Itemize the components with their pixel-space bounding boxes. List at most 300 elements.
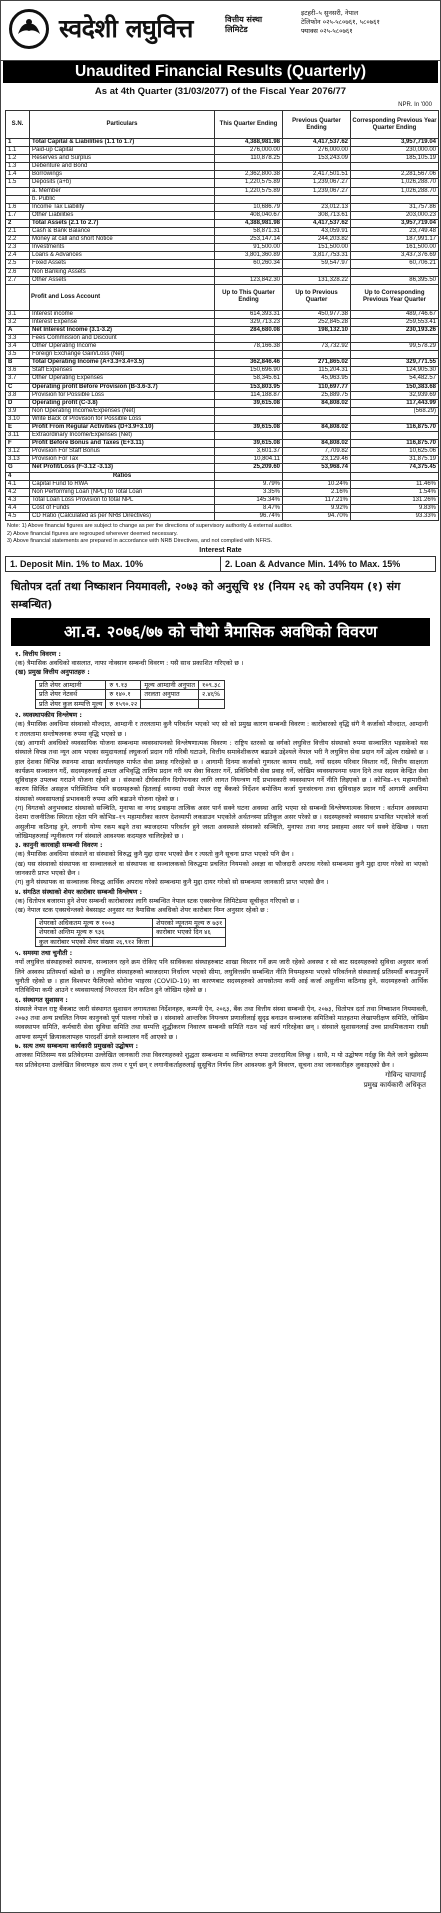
key-ratio-table (35, 680, 225, 710)
row-corresponding-year: 3,957,719.04 (351, 139, 439, 147)
row-particular: Operating profit (C-3.8) (30, 399, 215, 407)
row-this-quarter: 110,878.25 (215, 155, 283, 163)
row-sn: 3.5 (6, 351, 30, 359)
row-previous-quarter: 10.24% (283, 480, 351, 488)
row-sn: 3.3 (6, 334, 30, 342)
row-previous-quarter: 151,500.00 (283, 244, 351, 252)
row-particular: Foreign Exchange Gain/Loss (Net) (30, 351, 215, 359)
row-this-quarter: 253,147.14 (215, 236, 283, 244)
row-sn: 1.6 (6, 203, 30, 211)
row-this-quarter: 284,680.08 (215, 326, 283, 334)
row-previous-quarter: 117.21% (283, 496, 351, 504)
row-previous-quarter: 131,328.22 (283, 276, 351, 284)
table-row (6, 415, 439, 423)
table-row (6, 211, 439, 219)
table-row (6, 448, 439, 456)
table-row (6, 504, 439, 512)
row-previous-quarter: 198,132.10 (283, 326, 351, 334)
row-sn: 2.5 (6, 260, 30, 268)
row-sn: 3.4 (6, 343, 30, 351)
table-row (6, 359, 439, 367)
row-sn: B (6, 359, 30, 367)
row-sn (6, 195, 30, 203)
row-previous-quarter: 244,203.82 (283, 236, 351, 244)
row-particular: Net Profit/Loss (F-3.12 -3.13) (30, 464, 215, 472)
row-sn: 3.12 (6, 448, 30, 456)
row-previous-quarter: 9.92% (283, 504, 351, 512)
table-row (6, 139, 439, 147)
row-particular: Cash & Bank Balance (30, 228, 215, 236)
row-particular: Net Interest Income (3.1-3.2) (30, 326, 215, 334)
hands-logo-icon (14, 14, 44, 44)
table-row (6, 513, 439, 521)
row-corresponding-year (351, 415, 439, 423)
row-corresponding-year: 116,875.70 (351, 424, 439, 432)
row-previous-quarter: 153,243.09 (283, 155, 351, 163)
section-6-body: संस्थाले नेपाल राष्ट्र बैंकबाट जारी संस्थागत सुशासन लगायतका निर्देशनहरु, कम्पनी ऐन, २०६३, बैंक तथा वित्तीय संस्था सम्बन्धी ऐन, २०७३, धितोपत्र दर्ता तथा निष्काशन नियमावली, २०७३ तथा अन्य प्रचलित नियम कानुनको पूर्ण पालना गरेको छ । संस्थाको आन्तरिक नियन्त्रण प्रणालीलाई सुदृढ बनाउन सञ्चालक समितिको मातहतमा लेखापरीक्षण समिति, जोखिम व्यवस्थापन समिति, कर्मचारी सेवा सुविधा समिति तथा सम्पत्ति शुद्धीकरण निवारण सम्बन्धी समिति गठन भई कार्य गरिरहेका छन् । संस्थाले सुशासनलाई उच्च प्राथमिकतामा राखी आफ्ना सम्पूर्ण क्रियाकलापहरु पारदर्शी ढंगले सञ्चालन गर्दै आएको छ । (15, 1004, 428, 1041)
row-particular: Total Capital & Liabilities (1.1 to 1.7) (30, 139, 215, 147)
row-particular: Operating profit Before Provision (B-3.6-3.7) (30, 383, 215, 391)
key-ratio-row (36, 680, 225, 690)
col-this-quarter: This Quarter Ending (215, 111, 283, 139)
table-row (6, 276, 439, 284)
row-this-quarter: 39,615.08 (215, 424, 283, 432)
row-this-quarter: 4,388,981.98 (215, 219, 283, 227)
row-particular: Paid-up Capital (30, 147, 215, 155)
row-corresponding-year: 230,000.00 (351, 147, 439, 155)
table-row (6, 171, 439, 179)
note-2: 2) Above financial figures are regrouped wherever deemed necessary. (7, 530, 178, 537)
row-corresponding-year (351, 334, 439, 342)
row-corresponding-year: 32,939.69 (351, 391, 439, 399)
table-row (6, 440, 439, 448)
row-sn: 3.11 (6, 432, 30, 440)
row-previous-quarter: 23,129.46 (283, 456, 351, 464)
row-particular: Non Banking Assets (30, 268, 215, 276)
row-corresponding-year: 2,281,567.06 (351, 171, 439, 179)
table-row (6, 391, 439, 399)
row-corresponding-year: 203,000.23 (351, 211, 439, 219)
key-ratio-cell (141, 699, 199, 709)
loan-rate: 2. Loan & Advance Min. 14% to Max. 15% (220, 557, 435, 571)
row-previous-quarter: 84,808.02 (283, 399, 351, 407)
row-this-quarter: 96.74% (215, 513, 283, 521)
row-sn: 1.7 (6, 211, 30, 219)
table-row (6, 480, 439, 488)
row-this-quarter: 329,713.23 (215, 318, 283, 326)
row-particular: Other Liabilities (30, 211, 215, 219)
share-trade-cell: शेयरको अधिकतम मूल्य रु १००३ (36, 918, 153, 928)
section-1a: (क) त्रैमासिक अवधिको वासलात, नाफा नोक्सान सम्बन्धी विवरण : यसै साथ प्रकाशित गरिएको छ । (15, 658, 244, 667)
row-sn: 3.7 (6, 375, 30, 383)
row-corresponding-year (351, 351, 439, 359)
header (1, 1, 440, 61)
table-row (6, 147, 439, 155)
pl-this-quarter: Up to This Quarter Ending (215, 284, 283, 310)
row-this-quarter: 58,345.61 (215, 375, 283, 383)
row-this-quarter: 8.47% (215, 504, 283, 512)
row-particular: Extraordinary Income/Expenses (Net) (30, 432, 215, 440)
fax-line: फ्याक्स ०२५-५८०७६१ (301, 27, 353, 35)
table-row (6, 432, 439, 440)
table-row (6, 351, 439, 359)
row-corresponding-year: 230,193.26 (351, 326, 439, 334)
table-row (6, 424, 439, 432)
section-2a: (क) त्रैमासिक अवधिमा संस्थाको मौज्दात, आम्दानी र तरलतामा कुनै परिवर्तन भएको भए सो को प्रमुख कारण सम्बन्धी विवरण : कारोबारको वृद्धि संगै नै कर्जाको मौज्दात, आम्दानी र तरलतामा सन्तोषजनक रुपमा वृद्धि भएको छ । (15, 720, 428, 738)
row-corresponding-year: 3,957,719.04 (351, 219, 439, 227)
key-ratio-cell: रु १५९०.२२ (106, 699, 141, 709)
row-particular: Total Loan Loss Provision to total NPL (30, 496, 215, 504)
section-financial (15, 650, 428, 1070)
row-this-quarter (215, 334, 283, 342)
row-this-quarter (215, 195, 283, 203)
row-this-quarter (215, 407, 283, 415)
row-this-quarter: 58,871.31 (215, 228, 283, 236)
note-1: Note: 1) Above financial figures are subject to change as per the directions of supervisory authority & external auditor. (7, 523, 293, 530)
row-sn: 3.9 (6, 407, 30, 415)
pl-title: Profit and Loss Account (30, 284, 215, 310)
key-ratio-cell: १०९.३८ (199, 680, 225, 690)
table-row (6, 195, 439, 203)
table-row (6, 367, 439, 375)
col-previous-quarter: Previous Quarter Ending (283, 111, 351, 139)
table-row (6, 203, 439, 211)
row-sn: C (6, 383, 30, 391)
section-5-body: नयाँ लघुवित्त संस्थाहरुको स्थापना, सञ्चालन रहने क्रम रोकिए पनि साविकका संस्थाहरुबाट शाखा विस्तार गर्ने क्रम जारी रहेको अवस्था र सो बाट सदस्यहरुको सुविधा अनुसार कर्जा लिने अस्वस्थ प्रतिस्पर्धा बढेको छ । लघुवित्त संस्थाहरुको ब्याजदरमा निर्धारण भएको सीमा, लघुवित्तसँग सम्बन्धित नीति नियमहरुमा भएको परिवर्तनले संस्थालाई प्रतिस्पर्धी बनाउनुपर्ने चुनौती रहेको छ । हाल विश्वभर फैलिएको कोरोना भाइरस (COVID-19) का कारणबाट सदस्यहरुको आयस्रोतमा कमी आई कर्जा असुलीमा कठिनाइ हुने, सदस्यहरुको आर्थिक गतिविधिमा कमी आउने र व्यवसायलाई निरन्तरता दिन कठिन हुने जोखिम रहेको छ । (15, 958, 428, 995)
col-particulars: Particulars (30, 111, 215, 139)
row-this-quarter: 362,846.46 (215, 359, 283, 367)
row-particular: Income Tax Liability (30, 203, 215, 211)
section-7-body: आजका मितिसम्म यस प्रतिवेदनमा उल्लेखित जानकारी तथा विवरणहरुको शुद्धता सम्बन्धमा म व्यक्तिगत रुपमा उत्तरदायित्व लिन्छु । साथै, म यो उद्घोषण गर्दछु कि मैले जाने बुझेसम्म यस प्रतिवेदनमा उल्लेखित विवरणहरु सत्य तथ्य र पूर्ण छन् र लगानीकर्ताहरुलाई सुसूचित निर्णय लिन आवश्यक कुनै विवरण, सूचना तथा जानकारीहरु लुकाइएको छैन । (15, 1051, 428, 1069)
report-title: Unaudited Financial Results (Quarterly) (3, 61, 438, 83)
row-previous-quarter (283, 268, 351, 276)
row-particular: a. Member (30, 187, 215, 195)
table-row (6, 399, 439, 407)
row-previous-quarter: 1,239,067.27 (283, 179, 351, 187)
signature-block (1, 1070, 426, 1090)
table-row (6, 236, 439, 244)
table-row (6, 244, 439, 252)
section-6-heading: ६. संस्थागत सुशासन : (15, 995, 68, 1004)
row-corresponding-year: 185,105.19 (351, 155, 439, 163)
row-this-quarter (215, 268, 283, 276)
row-this-quarter: 145.34% (215, 496, 283, 504)
row-corresponding-year: 1,026,288.70 (351, 179, 439, 187)
row-sn: 3.8 (6, 391, 30, 399)
row-previous-quarter: 2,417,501.51 (283, 171, 351, 179)
row-previous-quarter: 45,963.95 (283, 375, 351, 383)
table-row (6, 187, 439, 195)
table-row (6, 383, 439, 391)
row-previous-quarter: 84,808.02 (283, 440, 351, 448)
row-particular: Other Operating Income (30, 343, 215, 351)
row-previous-quarter: 450,977.38 (283, 310, 351, 318)
row-previous-quarter (283, 432, 351, 440)
row-corresponding-year: 1,026,288.70 (351, 187, 439, 195)
row-sn: 2 (6, 219, 30, 227)
section-2c: (ग) विगतको अनुभवबाट संस्थाको सञ्चिति, मुनाफा वा नगद प्रवाहमा तात्विक असर पार्न सक्ने घटना अवस्था आदि भएमा सो सम्बन्धी विश्लेषणात्मक विवरण : वर्तमान अवस्थामा देशमा राजनीतिक स्थिरता रहेता पनि कोभिड–१९ महामारीका कारण देशव्यापी लकडाउन भएकोले अर्थतन्त्रमा प्रतिकूल असर परेको छ । सदस्यहरुको व्यवसाय प्रभावित भएकोले कर्जा असुलीमा कठिनाइ हुने, लगानी योग्य रकम बढ्ने तथा ब्याजदरमा परिवर्तन हुने जस्ता अवस्थाले संस्थाको सञ्चिति, मुनाफा तथा नगद प्रवाहमा असर पर्न सक्ने देखिन्छ । यस्ता जोखिमहरुलाई न्यूनीकरण गर्न संस्थाले आवश्यक कदमहरु चालिरहेको छ । (15, 803, 428, 840)
key-ratio-cell: प्रति शेयर नेटवर्थ (36, 690, 106, 700)
row-particular: Profit Before Bonus and Taxes (E+3.11) (30, 440, 215, 448)
row-particular: Total Operating Income (A+3.3+3.4+3.5) (30, 359, 215, 367)
row-corresponding-year: 116,875.70 (351, 440, 439, 448)
row-previous-quarter: 84,808.02 (283, 424, 351, 432)
section-3c: (ग) कुनै संस्थापक वा सञ्चालक विरुद्ध आर्थिक अपराध गरेको सम्बन्धमा कुनै मुद्दा दायर गरेको सो सम्बन्धमा जानकारी प्राप्त भएको छैन । (15, 878, 329, 887)
note-3: 3) Above financial statements are prepared in accordance with NRB Directives, and not complied with NFRS. (7, 538, 273, 545)
key-ratio-row (36, 690, 225, 700)
row-particular: Total Assets (2.1 to 2.7) (30, 219, 215, 227)
share-trade-cell: शेयरको अन्तिम मूल्य रु ९३६ (36, 928, 153, 938)
row-previous-quarter: 43,059.91 (283, 228, 351, 236)
row-corresponding-year: 99,578.29 (351, 343, 439, 351)
table-row (6, 228, 439, 236)
row-sn: 3.13 (6, 456, 30, 464)
row-corresponding-year: 74,375.45 (351, 464, 439, 472)
row-this-quarter (215, 351, 283, 359)
row-sn: 4.4 (6, 504, 30, 512)
row-corresponding-year: 10,625.06 (351, 448, 439, 456)
section-2-heading: २. व्यवस्थापकीय विश्लेषण : (15, 711, 82, 720)
row-previous-quarter: 23,012.13 (283, 203, 351, 211)
share-trade-row (36, 937, 226, 947)
row-this-quarter: 3,801,360.89 (215, 252, 283, 260)
row-sn: 4.1 (6, 480, 30, 488)
row-this-quarter (215, 163, 283, 171)
row-corresponding-year: 11.46% (351, 480, 439, 488)
row-previous-quarter: 94.70% (283, 513, 351, 521)
financial-table (5, 110, 439, 521)
row-this-quarter: 39,615.08 (215, 440, 283, 448)
row-corresponding-year: 60,706.21 (351, 260, 439, 268)
row-particular: Fixed Assets (30, 260, 215, 268)
row-sn: 1.3 (6, 163, 30, 171)
row-sn: 3.6 (6, 367, 30, 375)
row-particular: Money at call and short Notice (30, 236, 215, 244)
row-this-quarter: 25,209.60 (215, 464, 283, 472)
row-sn: 1.4 (6, 171, 30, 179)
row-previous-quarter (283, 195, 351, 203)
row-previous-quarter: 276,000.00 (283, 147, 351, 155)
contact-info (301, 9, 437, 36)
col-corresponding-year: Corresponding Previous Year Quarter Ending (351, 111, 439, 139)
row-particular: Borrowings (30, 171, 215, 179)
row-sn: E (6, 424, 30, 432)
row-sn: A (6, 326, 30, 334)
row-this-quarter: 4,388,981.98 (215, 139, 283, 147)
col-sn: S.N. (6, 111, 30, 139)
row-previous-quarter (283, 407, 351, 415)
row-sn: 1.1 (6, 147, 30, 155)
ratio-rows (6, 480, 439, 520)
row-previous-quarter: 25,889.75 (283, 391, 351, 399)
section-1b: (ख) प्रमुख वित्तीय अनुपातहरु : (15, 668, 90, 677)
row-this-quarter: 78,166.38 (215, 343, 283, 351)
pl-corresponding-year: Up to Corresponding Previous Year Quarter (351, 284, 439, 310)
table-row (6, 496, 439, 504)
table-row (6, 318, 439, 326)
notes (7, 523, 436, 546)
row-particular: Other Assets (30, 276, 215, 284)
row-particular: Loans & Advances (30, 252, 215, 260)
table-row (6, 326, 439, 334)
unit-label: NPR. In '000 (398, 102, 432, 108)
table-row (6, 268, 439, 276)
row-sn: F (6, 440, 30, 448)
row-sn: 4.5 (6, 513, 30, 521)
row-sn: 2.6 (6, 268, 30, 276)
table-row (6, 407, 439, 415)
row-this-quarter: 60,260.34 (215, 260, 283, 268)
row-corresponding-year: 3,437,376.69 (351, 252, 439, 260)
row-particular: Profit From Regular Activities (D+3.9+3.10) (30, 424, 215, 432)
row-sn: 4.3 (6, 496, 30, 504)
brand-name: स्वदेशी लघुवित्त (59, 14, 193, 43)
row-particular: Deposits (a+b) (30, 179, 215, 187)
key-ratio-cell (199, 699, 225, 709)
section-4a: (क) धितोपत्र बजारमा हुने शेयर सम्बन्धी कारोबारका लागि सम्बन्धित नेपाल स्टक एक्सचेन्ज लिमिटेडमा सूचीकृत गरिएको छ । (15, 896, 299, 905)
row-particular: Provision for Possible Loss (30, 391, 215, 399)
row-sn: 3.10 (6, 415, 30, 423)
row-corresponding-year: 117,443.99 (351, 399, 439, 407)
key-ratio-cell: प्रति शेयर कुल सम्पत्ति मूल्य (36, 699, 106, 709)
phone-line: टेलिफोन ०२५-५८०७६१, ५८०७६१ (301, 18, 380, 26)
row-particular: Interest Expense (30, 318, 215, 326)
row-corresponding-year: 161,500.00 (351, 244, 439, 252)
row-corresponding-year: 93.33% (351, 513, 439, 521)
interest-rate-box (5, 556, 436, 572)
row-this-quarter: 39,615.08 (215, 399, 283, 407)
pl-header (6, 284, 439, 310)
share-trade-row (36, 928, 226, 938)
row-particular: Cost of Funds (30, 504, 215, 512)
table-row (6, 163, 439, 171)
row-this-quarter: 9.79% (215, 480, 283, 488)
row-corresponding-year (351, 195, 439, 203)
row-corresponding-year: 54,482.57 (351, 375, 439, 383)
row-previous-quarter: 308,713.61 (283, 211, 351, 219)
row-sn: 3.1 (6, 310, 30, 318)
row-sn: 2.1 (6, 228, 30, 236)
share-trade-cell (153, 937, 226, 947)
row-this-quarter (215, 432, 283, 440)
table-row (6, 343, 439, 351)
row-corresponding-year: 31,875.19 (351, 456, 439, 464)
row-sn: D (6, 399, 30, 407)
row-previous-quarter (283, 351, 351, 359)
row-particular: Reserves and Surplus (30, 155, 215, 163)
key-ratio-cell: २.४६% (199, 690, 225, 700)
row-corresponding-year: 131.26% (351, 496, 439, 504)
row-corresponding-year: 9.83% (351, 504, 439, 512)
row-corresponding-year: 489,746.67 (351, 310, 439, 318)
row-this-quarter: 2,362,800.38 (215, 171, 283, 179)
section-4-heading: ४. संगठित संस्थाको शेयर कारोबार सम्बन्धी विश्लेषण : (15, 887, 143, 896)
brand-subtitle: वित्तीय संस्था लिमिटेड (225, 15, 263, 34)
row-previous-quarter: 53,968.74 (283, 464, 351, 472)
section-1-heading: १. वित्तीय विवरण : (15, 649, 61, 658)
key-ratio-cell: मूल्य आम्दानी अनुपात (141, 680, 199, 690)
row-particular: b. Public (30, 195, 215, 203)
row-corresponding-year (351, 268, 439, 276)
row-this-quarter (215, 415, 283, 423)
share-trade-table (35, 918, 226, 948)
share-trade-cell: कारोबार भएको दिन ४६ (153, 928, 226, 938)
row-sn: G (6, 464, 30, 472)
ratios-header (6, 472, 439, 480)
row-particular: Debenture and Bond (30, 163, 215, 171)
row-this-quarter: 150,696.90 (215, 367, 283, 375)
row-this-quarter: 10,804.11 (215, 456, 283, 464)
signatory-role: प्रमुख कार्यकारी अधिकृत (363, 1080, 426, 1089)
row-corresponding-year: (568.29) (351, 407, 439, 415)
row-corresponding-year: 329,771.55 (351, 359, 439, 367)
row-corresponding-year: 187,991.17 (351, 236, 439, 244)
row-previous-quarter: 4,417,537.62 (283, 139, 351, 147)
row-this-quarter: 3,601.37 (215, 448, 283, 456)
section-3-heading: ३. कानुनी कारवाही सम्बन्धी विवरण : (15, 841, 103, 850)
row-previous-quarter: 110,697.77 (283, 383, 351, 391)
row-this-quarter: 114,188.87 (215, 391, 283, 399)
key-ratio-cell: रु ९.१३ (106, 680, 141, 690)
row-particular: Non Operating Income/Expenses (Net) (30, 407, 215, 415)
signatory-name: गोविन्द चापागाईं (385, 1070, 426, 1079)
key-ratio-cell: तरलता अनुपात (141, 690, 199, 700)
row-this-quarter: 1,220,575.89 (215, 187, 283, 195)
row-sn: 2.7 (6, 276, 30, 284)
row-sn (6, 187, 30, 195)
key-ratio-row (36, 699, 225, 709)
table-row (6, 260, 439, 268)
regulation-intro: धितोपत्र दर्ता तथा निष्काशन नियमावली, २०७३ को अनुसूचि १४ (नियम २६ को उपनियम (१) संग सम्बन्धित) (11, 579, 401, 611)
row-corresponding-year: 259,553.41 (351, 318, 439, 326)
row-this-quarter: 153,803.95 (215, 383, 283, 391)
row-this-quarter: 123,842.30 (215, 276, 283, 284)
section-2b: (ख) आगामी अवधिको व्यवसायिक योजना सम्बन्धमा व्यवस्थापनको विश्लेषणात्मक विवरण : राष्ट्रिय स्तरको ख वर्गको लघुवित्त वित्तीय संस्थाको रुपमा सञ्चालित भइसकेको यस संस्थाले विपन्न तथा न्यून आय भएका समुदायलाई लघुकर्जा प्रदान गरी गरिबी घटाउने, वित्तीय समावेशीकरण बढाउने उद्देश्यले नेपाल भरी नै लघुवित्त सेवा प्रदान गर्ने उद्देश्य राखेको छ । हाल देशका विभिन्न स्थानमा शाखा कार्यालयहरु मार्फत सेवा प्रवाह गरिरहेको छ । आगामी दिनमा कर्जाको गुणस्तर कायम राख्दै, नयाँ सदस्य परिवार विस्तार गर्दै, वित्तीय साक्षरता कार्यक्रम सञ्चालन गर्दै, सदस्यहरुलाई क्षमता अभिवृद्धि तालिम प्रदान गरी थप सेवा विस्तार गर्ने, प्रविधिमैत्री सेवा प्रवाह गर्ने, जोखिम व्यवस्थापनमा ध्यान दिने तथा सदस्य केन्द्रित सेवा सुविधाहरु उपलब्ध गराउने योजना रहेको छ । संस्थाको दीर्घकालीन दिगोपनाका लागि लागत नियन्त्रण गर्दै प्रभावकारी व्यवस्थापन गर्ने नीति लिइएको छ । कोभिड–१९ महामारीको कारण सिर्जित असहज परिस्थितिमा पनि सदस्यहरुको हितलाई ध्यानमा राखी नेपाल राष्ट्र बैंकको निर्देशन बमोजिम कर्जा पुनःसंरचना तथा सुविधाहरु प्रदान गर्दै आगामी अवधिमा संस्थाको व्यवसायलाई प्रभावकारी रुपमा अघि बढाउने योजना रहेको छ । (15, 738, 428, 803)
share-trade-cell: कुल कारोबार भएको शेयर संख्या २६,९१२ कित्ता (36, 937, 153, 947)
key-ratio-cell: प्रति शेयर आम्दानी (36, 680, 106, 690)
table-row (6, 252, 439, 260)
row-sn: 1.5 (6, 179, 30, 187)
row-previous-quarter: 59,547.97 (283, 260, 351, 268)
profit-loss-rows (6, 310, 439, 472)
row-particular: Provision For Staff Bonus (30, 448, 215, 456)
row-particular: Write Back of Provision for Possible Loss (30, 415, 215, 423)
row-sn: 2.4 (6, 252, 30, 260)
row-corresponding-year: 86,395.50 (351, 276, 439, 284)
row-sn: 4.2 (6, 488, 30, 496)
row-previous-quarter (283, 163, 351, 171)
address-line: इटहरी–५ सुनसरी, नेपाल (301, 9, 359, 17)
row-particular: Investments (30, 244, 215, 252)
row-previous-quarter (283, 334, 351, 342)
row-sn: 1.2 (6, 155, 30, 163)
table-row (6, 334, 439, 342)
as-at-line: As at 4th Quarter (31/03/2077) of the Fiscal Year 2076/77 (94, 86, 347, 97)
section-3b: (ख) यस संस्थाको संस्थापक वा सञ्चालकले वा संस्थापक वा सञ्चालकको विरुद्धमा प्रचलित नियमको अवज्ञा वा फौजदारी अपराध गरेको सम्बन्धमा कुनै मुद्दा दायर गरेको वा भएको जानकारी प्राप्त भएको छैन । (15, 859, 428, 878)
row-sn: 1 (6, 139, 30, 147)
share-trade-cell: शेयरको न्यूनतम मूल्य रु ७३१ (153, 918, 226, 928)
table-row (6, 375, 439, 383)
share-trade-row (36, 918, 226, 928)
row-this-quarter: 276,000.00 (215, 147, 283, 155)
row-previous-quarter: 4,417,537.62 (283, 219, 351, 227)
table-row (6, 464, 439, 472)
row-this-quarter: 10,686.79 (215, 203, 283, 211)
row-this-quarter: 1,220,575.89 (215, 179, 283, 187)
row-previous-quarter: 115,204.31 (283, 367, 351, 375)
table-row (6, 488, 439, 496)
row-this-quarter: 408,040.67 (215, 211, 283, 219)
